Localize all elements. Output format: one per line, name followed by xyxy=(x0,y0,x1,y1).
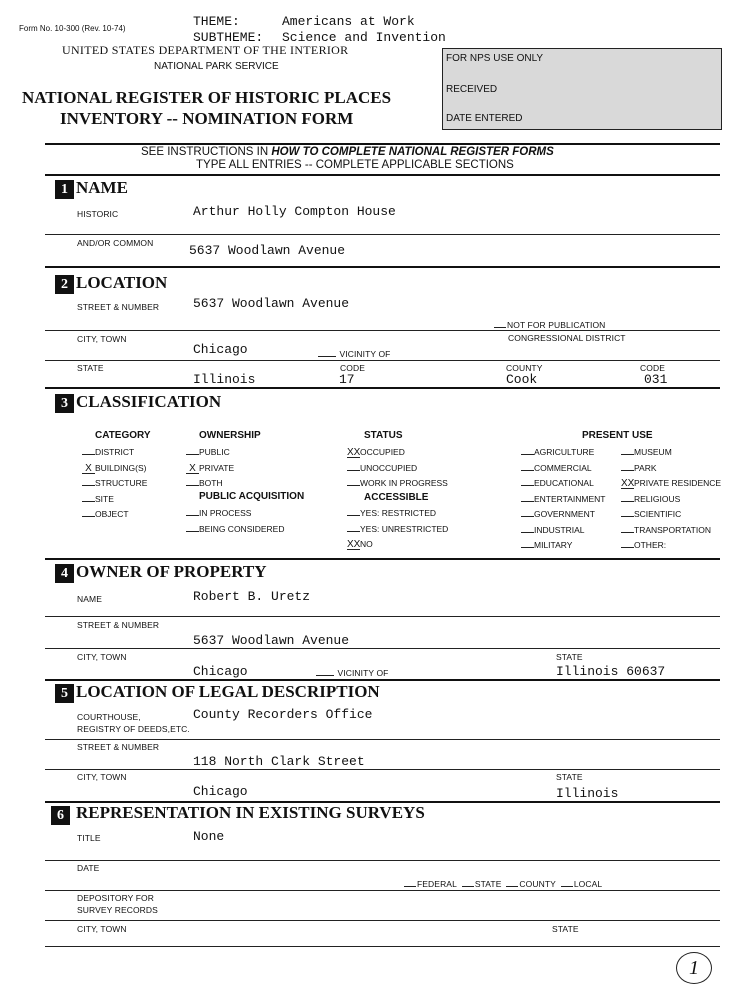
legal-state-value: Illinois xyxy=(556,786,619,801)
option-mark xyxy=(82,516,95,517)
courthouse-value: County Recorders Office xyxy=(193,707,373,722)
status-heading: STATUS xyxy=(364,430,403,441)
depository-label-2: SURVEY RECORDS xyxy=(77,905,158,915)
classification-option xyxy=(186,524,285,534)
option-label: AGRICULTURE xyxy=(534,447,595,457)
owner-street-value: 5637 Woodlawn Avenue xyxy=(193,633,350,648)
option-mark: X xyxy=(82,464,95,474)
category-heading: CATEGORY xyxy=(95,430,151,441)
option-label: OCCUPIED xyxy=(360,447,405,457)
classification-option xyxy=(82,494,114,504)
option-label: EDUCATIONAL xyxy=(534,478,594,488)
option-label: SITE xyxy=(95,493,114,504)
legal-city-value: Chicago xyxy=(193,784,248,799)
state-label: STATE xyxy=(77,363,104,373)
owner-name-value: Robert B. Uretz xyxy=(193,589,311,604)
instructions-line2: TYPE ALL ENTRIES -- COMPLETE APPLICABLE SECTIONS xyxy=(196,159,514,171)
classification-option xyxy=(521,509,595,519)
classification-option xyxy=(347,463,417,473)
classification-option xyxy=(347,478,448,488)
classification-option xyxy=(186,478,223,488)
owner-street-label: STREET & NUMBER xyxy=(77,620,160,630)
classification-option xyxy=(82,509,129,519)
option-mark xyxy=(521,485,534,486)
option-label: RELIGIOUS xyxy=(634,493,681,504)
classification-option xyxy=(521,478,594,488)
option-label: ENTERTAINMENT xyxy=(534,493,606,504)
section-title-location: LOCATION xyxy=(76,273,168,292)
option-mark xyxy=(186,515,199,516)
common-value: 5637 Woodlawn Avenue xyxy=(189,243,346,258)
option-mark xyxy=(621,470,634,471)
street-value: 5637 Woodlawn Avenue xyxy=(193,296,350,311)
theme-label: THEME: xyxy=(193,14,240,29)
option-label: GOVERNMENT xyxy=(534,509,595,519)
classification-option xyxy=(521,494,605,504)
classification-option xyxy=(186,508,251,518)
option-label: COMMERCIAL xyxy=(534,462,592,473)
option-label: BOTH xyxy=(199,478,223,488)
classification-option xyxy=(186,463,234,474)
option-label: PRIVATE xyxy=(199,462,235,473)
option-mark xyxy=(521,470,534,471)
present-use-heading: PRESENT USE xyxy=(582,430,653,441)
survey-city-label: CITY, TOWN xyxy=(77,924,127,934)
survey-state-label: STATE xyxy=(552,924,579,934)
classification-option xyxy=(621,478,721,489)
option-label: YES: UNRESTRICTED xyxy=(360,523,449,534)
local-option: LOCAL xyxy=(573,879,603,889)
city-label: CITY, TOWN xyxy=(77,334,127,344)
option-mark xyxy=(347,515,360,516)
option-label: OTHER: xyxy=(634,540,667,550)
classification-option xyxy=(621,509,681,519)
classification-option xyxy=(186,447,230,457)
option-label: STRUCTURE xyxy=(95,478,148,488)
section-title-owner: OWNER OF PROPERTY xyxy=(76,562,267,581)
option-label: PRIVATE RESIDENCE xyxy=(634,478,722,488)
section-number-3: 3 xyxy=(55,394,74,413)
classification-option xyxy=(521,540,572,550)
page-number-mark: 1 xyxy=(676,952,712,984)
option-label: MILITARY xyxy=(534,540,573,550)
owner-state-label: STATE xyxy=(556,652,583,662)
option-mark xyxy=(347,531,360,532)
option-mark xyxy=(82,501,95,502)
option-mark xyxy=(521,516,534,517)
federal-option: FEDERAL xyxy=(417,879,457,889)
legal-state-label: STATE xyxy=(556,772,583,782)
department-name: UNITED STATES DEPARTMENT OF THE INTERIOR xyxy=(62,43,349,57)
subtheme-label: SUBTHEME: xyxy=(193,30,264,45)
common-label: AND/OR COMMON xyxy=(77,238,154,248)
street-label: STREET & NUMBER xyxy=(77,302,160,312)
classification-option xyxy=(82,447,134,457)
city-value: Chicago xyxy=(193,342,248,357)
courthouse-label: COURTHOUSE, xyxy=(77,712,141,722)
option-mark xyxy=(621,532,634,533)
owner-name-label: NAME xyxy=(77,594,102,604)
form-title-line2: INVENTORY -- NOMINATION FORM xyxy=(60,109,354,128)
option-mark xyxy=(347,485,360,486)
owner-state-value: Illinois 60637 xyxy=(556,664,666,679)
instructions-line1: SEE INSTRUCTIONS IN HOW TO COMPLETE NATIONAL REGISTER FORMS xyxy=(141,146,554,158)
classification-option xyxy=(82,463,146,474)
county-option: COUNTY xyxy=(519,879,556,889)
option-mark xyxy=(82,454,95,455)
historic-label: HISTORIC xyxy=(77,209,119,219)
option-mark: XX xyxy=(621,478,635,489)
classification-option xyxy=(82,478,147,488)
classification-option xyxy=(347,447,405,458)
option-label: TRANSPORTATION xyxy=(634,524,711,535)
option-mark xyxy=(621,454,634,455)
classification-option xyxy=(621,447,672,457)
classification-option xyxy=(347,524,448,534)
section-title-classification: CLASSIFICATION xyxy=(76,392,222,411)
service-name: NATIONAL PARK SERVICE xyxy=(154,61,279,72)
accessible-heading: ACCESSIBLE xyxy=(364,492,429,503)
option-label: UNOCCUPIED xyxy=(360,462,418,473)
option-mark xyxy=(186,485,199,486)
theme-value: Americans at Work xyxy=(282,14,415,29)
registry-label: REGISTRY OF DEEDS,ETC. xyxy=(77,724,190,734)
form-title-line1: NATIONAL REGISTER OF HISTORIC PLACES xyxy=(22,88,392,107)
option-label: WORK IN PROGRESS xyxy=(360,478,448,488)
vicinity-of: VICINITY OF xyxy=(318,348,390,359)
nps-box-title: FOR NPS USE ONLY xyxy=(446,53,544,64)
county-value: Cook xyxy=(506,372,538,387)
option-mark xyxy=(186,531,199,532)
option-label: NO xyxy=(360,539,373,549)
survey-date-label: DATE xyxy=(77,863,100,873)
classification-option xyxy=(521,463,592,473)
public-acquisition-heading: PUBLIC ACQUISITION xyxy=(199,491,305,502)
classification-option xyxy=(621,463,657,473)
section-number-4: 4 xyxy=(55,564,74,583)
historic-value: Arthur Holly Compton House xyxy=(193,204,396,219)
option-label: MUSEUM xyxy=(634,447,672,457)
classification-option xyxy=(621,494,680,504)
option-label: PUBLIC xyxy=(199,447,230,457)
classification-option xyxy=(621,540,666,550)
option-label: DISTRICT xyxy=(95,447,135,457)
option-mark xyxy=(621,516,634,517)
section-number-5: 5 xyxy=(55,684,74,703)
code-value: 17 xyxy=(339,372,355,387)
option-label: INDUSTRIAL xyxy=(534,524,585,535)
section-number-2: 2 xyxy=(55,275,74,294)
section-title-surveys: REPRESENTATION IN EXISTING SURVEYS xyxy=(76,803,425,822)
option-label: PARK xyxy=(634,462,657,473)
option-label: YES: RESTRICTED xyxy=(360,508,437,518)
owner-vicinity-of: VICINITY OF xyxy=(316,667,388,678)
option-mark xyxy=(347,470,360,471)
legal-street-label: STREET & NUMBER xyxy=(77,742,160,752)
nps-use-box xyxy=(442,48,722,130)
option-label: SCIENTIFIC xyxy=(634,509,682,519)
legal-city-label: CITY, TOWN xyxy=(77,772,127,782)
option-mark: XX xyxy=(347,447,361,458)
state-option: STATE xyxy=(474,879,502,889)
classification-option xyxy=(521,525,585,535)
survey-title-value: None xyxy=(193,829,225,844)
code2-value: 031 xyxy=(644,372,668,387)
section-number-6: 6 xyxy=(51,806,70,825)
depository-label-1: DEPOSITORY FOR xyxy=(77,893,154,903)
subtheme-value: Science and Invention xyxy=(282,30,446,45)
option-mark xyxy=(521,547,534,548)
owner-city-value: Chicago xyxy=(193,664,248,679)
classification-option xyxy=(347,508,436,518)
congressional-district-label: CONGRESSIONAL DISTRICT xyxy=(508,333,626,343)
option-mark xyxy=(621,547,634,548)
code2-label: CODE xyxy=(640,363,665,373)
option-label: IN PROCESS xyxy=(199,508,252,518)
option-label: OBJECT xyxy=(95,509,129,519)
nps-received-label: RECEIVED xyxy=(446,84,498,95)
code-label: CODE xyxy=(340,363,365,373)
section-number-1: 1 xyxy=(55,180,74,199)
survey-level-options xyxy=(404,878,602,889)
owner-city-label: CITY, TOWN xyxy=(77,652,127,662)
classification-option xyxy=(521,447,594,457)
option-mark xyxy=(521,501,534,502)
instructions-italic: HOW TO COMPLETE NATIONAL REGISTER FORMS xyxy=(271,146,554,158)
option-label: BUILDING(S) xyxy=(95,462,147,473)
section-title-name: NAME xyxy=(76,178,128,197)
option-label: BEING CONSIDERED xyxy=(199,523,285,534)
option-mark xyxy=(521,454,534,455)
option-mark: XX xyxy=(347,539,361,550)
not-for-publication: NOT FOR PUBLICATION xyxy=(494,319,605,330)
ownership-heading: OWNERSHIP xyxy=(199,430,261,441)
section-title-legal-description: LOCATION OF LEGAL DESCRIPTION xyxy=(76,682,380,701)
option-mark xyxy=(186,454,199,455)
state-value: Illinois xyxy=(193,372,256,387)
option-mark: X xyxy=(186,464,199,474)
form-number: Form No. 10-300 (Rev. 10-74) xyxy=(19,24,126,33)
option-mark xyxy=(82,485,95,486)
classification-option xyxy=(621,525,711,535)
option-mark xyxy=(621,501,634,502)
classification-option xyxy=(347,539,373,550)
option-mark xyxy=(521,532,534,533)
survey-title-label: TITLE xyxy=(77,833,101,843)
legal-street-value: 118 North Clark Street xyxy=(193,754,365,769)
nps-date-entered-label: DATE ENTERED xyxy=(446,113,523,124)
county-label: COUNTY xyxy=(506,363,543,373)
